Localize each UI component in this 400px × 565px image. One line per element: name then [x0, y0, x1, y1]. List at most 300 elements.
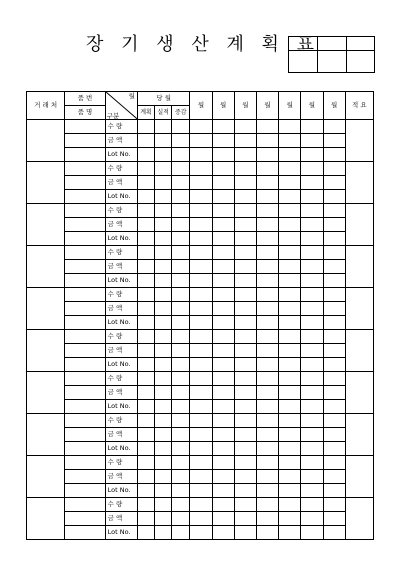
value-cell[interactable]	[137, 456, 154, 470]
value-cell[interactable]	[301, 456, 323, 470]
value-cell[interactable]	[256, 470, 278, 484]
value-cell[interactable]	[279, 246, 301, 260]
value-cell[interactable]	[256, 456, 278, 470]
value-cell[interactable]	[155, 204, 172, 218]
value-cell[interactable]	[234, 498, 256, 512]
client-cell[interactable]	[27, 204, 65, 246]
client-cell[interactable]	[27, 498, 65, 540]
value-cell[interactable]	[256, 288, 278, 302]
value-cell[interactable]	[323, 134, 345, 148]
value-cell[interactable]	[190, 344, 212, 358]
value-cell[interactable]	[190, 330, 212, 344]
client-cell[interactable]	[27, 372, 65, 414]
value-cell[interactable]	[323, 344, 345, 358]
value-cell[interactable]	[172, 218, 190, 232]
value-cell[interactable]	[137, 428, 154, 442]
value-cell[interactable]	[323, 218, 345, 232]
value-cell[interactable]	[301, 484, 323, 498]
value-cell[interactable]	[256, 274, 278, 288]
part-cell[interactable]	[65, 456, 105, 470]
value-cell[interactable]	[212, 232, 234, 246]
value-cell[interactable]	[279, 162, 301, 176]
value-cell[interactable]	[234, 232, 256, 246]
value-cell[interactable]	[212, 428, 234, 442]
remarks-cell[interactable]	[345, 456, 373, 498]
value-cell[interactable]	[279, 302, 301, 316]
value-cell[interactable]	[172, 526, 190, 540]
value-cell[interactable]	[301, 162, 323, 176]
value-cell[interactable]	[323, 358, 345, 372]
value-cell[interactable]	[323, 190, 345, 204]
value-cell[interactable]	[234, 344, 256, 358]
value-cell[interactable]	[190, 162, 212, 176]
value-cell[interactable]	[323, 204, 345, 218]
value-cell[interactable]	[256, 134, 278, 148]
value-cell[interactable]	[172, 134, 190, 148]
value-cell[interactable]	[155, 470, 172, 484]
value-cell[interactable]	[323, 428, 345, 442]
value-cell[interactable]	[323, 386, 345, 400]
value-cell[interactable]	[256, 428, 278, 442]
value-cell[interactable]	[301, 358, 323, 372]
value-cell[interactable]	[256, 246, 278, 260]
value-cell[interactable]	[279, 428, 301, 442]
value-cell[interactable]	[155, 526, 172, 540]
value-cell[interactable]	[172, 442, 190, 456]
value-cell[interactable]	[212, 344, 234, 358]
value-cell[interactable]	[279, 498, 301, 512]
value-cell[interactable]	[256, 372, 278, 386]
value-cell[interactable]	[137, 246, 154, 260]
value-cell[interactable]	[323, 120, 345, 134]
value-cell[interactable]	[256, 442, 278, 456]
value-cell[interactable]	[172, 120, 190, 134]
approval-cell[interactable]	[318, 37, 347, 51]
part-cell[interactable]	[65, 344, 105, 358]
value-cell[interactable]	[137, 470, 154, 484]
value-cell[interactable]	[279, 232, 301, 246]
value-cell[interactable]	[155, 120, 172, 134]
value-cell[interactable]	[155, 190, 172, 204]
part-cell[interactable]	[65, 218, 105, 232]
value-cell[interactable]	[137, 260, 154, 274]
client-cell[interactable]	[27, 288, 65, 330]
value-cell[interactable]	[323, 470, 345, 484]
value-cell[interactable]	[279, 260, 301, 274]
value-cell[interactable]	[190, 190, 212, 204]
value-cell[interactable]	[301, 428, 323, 442]
value-cell[interactable]	[301, 246, 323, 260]
client-cell[interactable]	[27, 414, 65, 456]
value-cell[interactable]	[190, 246, 212, 260]
remarks-cell[interactable]	[345, 120, 373, 162]
value-cell[interactable]	[301, 190, 323, 204]
value-cell[interactable]	[234, 386, 256, 400]
value-cell[interactable]	[155, 246, 172, 260]
value-cell[interactable]	[279, 148, 301, 162]
value-cell[interactable]	[323, 372, 345, 386]
part-cell[interactable]	[65, 330, 105, 344]
value-cell[interactable]	[212, 442, 234, 456]
value-cell[interactable]	[279, 470, 301, 484]
value-cell[interactable]	[137, 484, 154, 498]
value-cell[interactable]	[234, 400, 256, 414]
value-cell[interactable]	[155, 302, 172, 316]
value-cell[interactable]	[323, 316, 345, 330]
value-cell[interactable]	[155, 428, 172, 442]
value-cell[interactable]	[172, 148, 190, 162]
value-cell[interactable]	[137, 344, 154, 358]
value-cell[interactable]	[279, 204, 301, 218]
value-cell[interactable]	[234, 120, 256, 134]
client-cell[interactable]	[27, 456, 65, 498]
part-cell[interactable]	[65, 148, 105, 162]
value-cell[interactable]	[279, 386, 301, 400]
part-cell[interactable]	[65, 232, 105, 246]
remarks-cell[interactable]	[345, 288, 373, 330]
value-cell[interactable]	[323, 148, 345, 162]
value-cell[interactable]	[212, 162, 234, 176]
part-cell[interactable]	[65, 414, 105, 428]
part-cell[interactable]	[65, 498, 105, 512]
value-cell[interactable]	[155, 358, 172, 372]
value-cell[interactable]	[323, 274, 345, 288]
part-cell[interactable]	[65, 470, 105, 484]
value-cell[interactable]	[172, 372, 190, 386]
part-cell[interactable]	[65, 260, 105, 274]
value-cell[interactable]	[190, 526, 212, 540]
value-cell[interactable]	[212, 512, 234, 526]
value-cell[interactable]	[212, 134, 234, 148]
value-cell[interactable]	[301, 498, 323, 512]
value-cell[interactable]	[234, 316, 256, 330]
value-cell[interactable]	[212, 358, 234, 372]
value-cell[interactable]	[256, 330, 278, 344]
value-cell[interactable]	[172, 330, 190, 344]
value-cell[interactable]	[301, 330, 323, 344]
value-cell[interactable]	[234, 148, 256, 162]
value-cell[interactable]	[137, 400, 154, 414]
value-cell[interactable]	[155, 484, 172, 498]
value-cell[interactable]	[256, 204, 278, 218]
remarks-cell[interactable]	[345, 162, 373, 204]
value-cell[interactable]	[155, 134, 172, 148]
value-cell[interactable]	[212, 372, 234, 386]
client-cell[interactable]	[27, 330, 65, 372]
remarks-cell[interactable]	[345, 498, 373, 540]
value-cell[interactable]	[279, 190, 301, 204]
value-cell[interactable]	[256, 120, 278, 134]
value-cell[interactable]	[234, 442, 256, 456]
value-cell[interactable]	[155, 414, 172, 428]
value-cell[interactable]	[172, 470, 190, 484]
approval-cell[interactable]	[347, 51, 375, 73]
value-cell[interactable]	[279, 330, 301, 344]
value-cell[interactable]	[279, 218, 301, 232]
value-cell[interactable]	[279, 484, 301, 498]
value-cell[interactable]	[190, 498, 212, 512]
value-cell[interactable]	[256, 498, 278, 512]
value-cell[interactable]	[155, 218, 172, 232]
value-cell[interactable]	[301, 176, 323, 190]
value-cell[interactable]	[301, 218, 323, 232]
value-cell[interactable]	[212, 526, 234, 540]
value-cell[interactable]	[137, 386, 154, 400]
value-cell[interactable]	[212, 246, 234, 260]
value-cell[interactable]	[137, 218, 154, 232]
value-cell[interactable]	[301, 316, 323, 330]
value-cell[interactable]	[234, 204, 256, 218]
value-cell[interactable]	[190, 274, 212, 288]
value-cell[interactable]	[301, 302, 323, 316]
client-cell[interactable]	[27, 246, 65, 288]
value-cell[interactable]	[234, 190, 256, 204]
client-cell[interactable]	[27, 120, 65, 162]
value-cell[interactable]	[190, 442, 212, 456]
value-cell[interactable]	[212, 400, 234, 414]
value-cell[interactable]	[172, 498, 190, 512]
value-cell[interactable]	[323, 330, 345, 344]
value-cell[interactable]	[256, 148, 278, 162]
value-cell[interactable]	[172, 232, 190, 246]
value-cell[interactable]	[137, 148, 154, 162]
value-cell[interactable]	[279, 288, 301, 302]
value-cell[interactable]	[212, 176, 234, 190]
value-cell[interactable]	[137, 162, 154, 176]
value-cell[interactable]	[279, 316, 301, 330]
value-cell[interactable]	[155, 288, 172, 302]
value-cell[interactable]	[155, 330, 172, 344]
value-cell[interactable]	[212, 260, 234, 274]
value-cell[interactable]	[301, 400, 323, 414]
value-cell[interactable]	[172, 190, 190, 204]
value-cell[interactable]	[190, 484, 212, 498]
value-cell[interactable]	[234, 274, 256, 288]
value-cell[interactable]	[137, 134, 154, 148]
part-cell[interactable]	[65, 372, 105, 386]
value-cell[interactable]	[190, 456, 212, 470]
value-cell[interactable]	[190, 134, 212, 148]
value-cell[interactable]	[323, 484, 345, 498]
value-cell[interactable]	[323, 302, 345, 316]
value-cell[interactable]	[190, 302, 212, 316]
value-cell[interactable]	[212, 498, 234, 512]
value-cell[interactable]	[234, 372, 256, 386]
value-cell[interactable]	[234, 260, 256, 274]
value-cell[interactable]	[301, 372, 323, 386]
part-cell[interactable]	[65, 176, 105, 190]
value-cell[interactable]	[256, 386, 278, 400]
value-cell[interactable]	[256, 218, 278, 232]
value-cell[interactable]	[190, 470, 212, 484]
value-cell[interactable]	[155, 456, 172, 470]
value-cell[interactable]	[301, 288, 323, 302]
value-cell[interactable]	[301, 120, 323, 134]
value-cell[interactable]	[155, 386, 172, 400]
value-cell[interactable]	[172, 260, 190, 274]
part-cell[interactable]	[65, 400, 105, 414]
value-cell[interactable]	[279, 176, 301, 190]
value-cell[interactable]	[155, 232, 172, 246]
value-cell[interactable]	[212, 386, 234, 400]
value-cell[interactable]	[137, 526, 154, 540]
value-cell[interactable]	[256, 344, 278, 358]
part-cell[interactable]	[65, 484, 105, 498]
value-cell[interactable]	[234, 288, 256, 302]
value-cell[interactable]	[137, 190, 154, 204]
value-cell[interactable]	[137, 176, 154, 190]
value-cell[interactable]	[301, 526, 323, 540]
value-cell[interactable]	[172, 484, 190, 498]
part-cell[interactable]	[65, 246, 105, 260]
value-cell[interactable]	[172, 246, 190, 260]
value-cell[interactable]	[301, 414, 323, 428]
value-cell[interactable]	[172, 316, 190, 330]
value-cell[interactable]	[323, 162, 345, 176]
value-cell[interactable]	[323, 498, 345, 512]
value-cell[interactable]	[234, 358, 256, 372]
remarks-cell[interactable]	[345, 414, 373, 456]
value-cell[interactable]	[190, 176, 212, 190]
part-cell[interactable]	[65, 512, 105, 526]
value-cell[interactable]	[301, 134, 323, 148]
value-cell[interactable]	[212, 316, 234, 330]
client-cell[interactable]	[27, 162, 65, 204]
value-cell[interactable]	[323, 414, 345, 428]
approval-cell[interactable]	[289, 51, 318, 73]
remarks-cell[interactable]	[345, 330, 373, 372]
value-cell[interactable]	[172, 288, 190, 302]
part-cell[interactable]	[65, 204, 105, 218]
value-cell[interactable]	[279, 414, 301, 428]
part-cell[interactable]	[65, 316, 105, 330]
value-cell[interactable]	[172, 358, 190, 372]
value-cell[interactable]	[137, 372, 154, 386]
value-cell[interactable]	[212, 120, 234, 134]
remarks-cell[interactable]	[345, 372, 373, 414]
value-cell[interactable]	[212, 484, 234, 498]
value-cell[interactable]	[234, 526, 256, 540]
part-cell[interactable]	[65, 442, 105, 456]
value-cell[interactable]	[155, 498, 172, 512]
value-cell[interactable]	[190, 358, 212, 372]
value-cell[interactable]	[256, 316, 278, 330]
value-cell[interactable]	[323, 176, 345, 190]
value-cell[interactable]	[155, 512, 172, 526]
value-cell[interactable]	[212, 470, 234, 484]
part-cell[interactable]	[65, 190, 105, 204]
value-cell[interactable]	[137, 316, 154, 330]
value-cell[interactable]	[256, 176, 278, 190]
value-cell[interactable]	[256, 302, 278, 316]
value-cell[interactable]	[301, 274, 323, 288]
value-cell[interactable]	[323, 288, 345, 302]
value-cell[interactable]	[256, 414, 278, 428]
value-cell[interactable]	[172, 204, 190, 218]
value-cell[interactable]	[190, 316, 212, 330]
value-cell[interactable]	[323, 526, 345, 540]
value-cell[interactable]	[256, 358, 278, 372]
value-cell[interactable]	[137, 358, 154, 372]
value-cell[interactable]	[137, 274, 154, 288]
value-cell[interactable]	[190, 512, 212, 526]
value-cell[interactable]	[234, 330, 256, 344]
value-cell[interactable]	[301, 344, 323, 358]
value-cell[interactable]	[323, 456, 345, 470]
value-cell[interactable]	[279, 400, 301, 414]
value-cell[interactable]	[256, 526, 278, 540]
value-cell[interactable]	[137, 204, 154, 218]
value-cell[interactable]	[234, 470, 256, 484]
value-cell[interactable]	[212, 302, 234, 316]
value-cell[interactable]	[323, 400, 345, 414]
value-cell[interactable]	[212, 274, 234, 288]
value-cell[interactable]	[190, 232, 212, 246]
part-cell[interactable]	[65, 302, 105, 316]
value-cell[interactable]	[301, 442, 323, 456]
part-cell[interactable]	[65, 428, 105, 442]
value-cell[interactable]	[190, 400, 212, 414]
value-cell[interactable]	[234, 456, 256, 470]
value-cell[interactable]	[279, 274, 301, 288]
value-cell[interactable]	[279, 456, 301, 470]
value-cell[interactable]	[172, 302, 190, 316]
value-cell[interactable]	[155, 316, 172, 330]
value-cell[interactable]	[190, 148, 212, 162]
value-cell[interactable]	[172, 386, 190, 400]
value-cell[interactable]	[190, 120, 212, 134]
value-cell[interactable]	[155, 372, 172, 386]
remarks-cell[interactable]	[345, 246, 373, 288]
part-cell[interactable]	[65, 526, 105, 540]
value-cell[interactable]	[234, 246, 256, 260]
value-cell[interactable]	[323, 260, 345, 274]
value-cell[interactable]	[155, 260, 172, 274]
value-cell[interactable]	[172, 414, 190, 428]
value-cell[interactable]	[301, 260, 323, 274]
value-cell[interactable]	[190, 372, 212, 386]
value-cell[interactable]	[234, 414, 256, 428]
value-cell[interactable]	[137, 330, 154, 344]
part-cell[interactable]	[65, 358, 105, 372]
approval-cell[interactable]	[289, 37, 318, 51]
value-cell[interactable]	[155, 176, 172, 190]
value-cell[interactable]	[256, 232, 278, 246]
value-cell[interactable]	[256, 484, 278, 498]
value-cell[interactable]	[279, 120, 301, 134]
value-cell[interactable]	[279, 526, 301, 540]
value-cell[interactable]	[212, 204, 234, 218]
value-cell[interactable]	[212, 288, 234, 302]
value-cell[interactable]	[172, 162, 190, 176]
value-cell[interactable]	[172, 274, 190, 288]
value-cell[interactable]	[323, 232, 345, 246]
value-cell[interactable]	[234, 162, 256, 176]
value-cell[interactable]	[212, 190, 234, 204]
value-cell[interactable]	[190, 414, 212, 428]
approval-cell[interactable]	[318, 51, 347, 73]
value-cell[interactable]	[212, 218, 234, 232]
value-cell[interactable]	[137, 302, 154, 316]
value-cell[interactable]	[172, 344, 190, 358]
value-cell[interactable]	[212, 148, 234, 162]
value-cell[interactable]	[323, 246, 345, 260]
value-cell[interactable]	[137, 232, 154, 246]
part-cell[interactable]	[65, 386, 105, 400]
value-cell[interactable]	[190, 260, 212, 274]
value-cell[interactable]	[137, 288, 154, 302]
value-cell[interactable]	[234, 484, 256, 498]
